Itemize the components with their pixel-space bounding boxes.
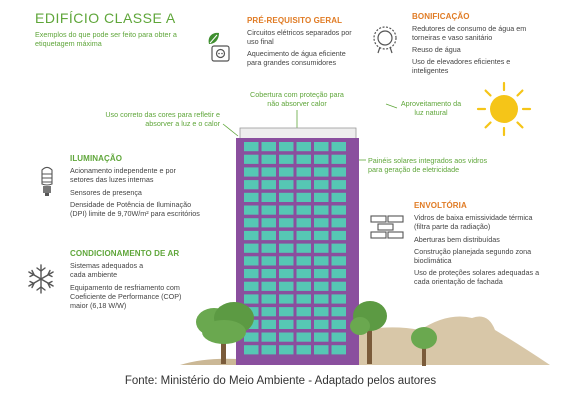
tree-icon: [184, 296, 264, 366]
building-window: [332, 193, 347, 202]
building-window: [262, 269, 277, 278]
building-window: [314, 206, 329, 215]
building-window: [314, 333, 329, 342]
building-window: [279, 218, 294, 227]
building-window: [262, 256, 277, 265]
building-window: [279, 180, 294, 189]
building-window: [314, 231, 329, 240]
ac-item-1: Sistemas adequados a cada ambiente: [70, 261, 144, 279]
building-window: [244, 282, 259, 291]
building-window: [244, 256, 259, 265]
building-window: [279, 345, 294, 354]
building-window: [314, 244, 329, 253]
building-window: [297, 218, 312, 227]
building-window: [332, 282, 347, 291]
building-window: [244, 244, 259, 253]
building-window: [279, 244, 294, 253]
building-window: [244, 167, 259, 176]
building-window: [297, 294, 312, 303]
building-window: [332, 218, 347, 227]
bonus-item-3: Uso de elevadores eficientes e inteligentes: [412, 57, 511, 75]
building-window: [297, 307, 312, 316]
source-caption: Fonte: Ministério do Meio Ambiente - Adaptado pelos autores: [124, 375, 437, 387]
building-window: [244, 155, 259, 164]
building-window: [244, 193, 259, 202]
envelope-item-4: Uso de proteções solares adequadas a cada orientação de fachada: [414, 268, 540, 286]
building-window: [279, 256, 294, 265]
building-window: [332, 269, 347, 278]
building-window: [297, 231, 312, 240]
building-window: [244, 231, 259, 240]
building-window: [332, 180, 347, 189]
building-window: [262, 180, 277, 189]
bonus-item-1: Redutores de consumo de água em torneiras e vaso sanitário: [412, 24, 527, 42]
building-window: [244, 218, 259, 227]
building-window: [332, 167, 347, 176]
building-window: [262, 218, 277, 227]
building-window: [279, 142, 294, 151]
callout-colors: Uso correto das cores para refletir e absorver a luz e o calor: [105, 110, 220, 128]
building-window: [262, 155, 277, 164]
building-window: [262, 244, 277, 253]
building-window: [244, 206, 259, 215]
building-window: [279, 282, 294, 291]
bonus-heading: BONIFICAÇÃO: [412, 12, 470, 21]
building-window: [297, 282, 312, 291]
building-window: [297, 142, 312, 151]
envelope-item-3: Construção planejada segundo zona bioclimática: [414, 247, 532, 265]
building-window: [297, 345, 312, 354]
lighting-heading: ILUMINAÇÃO: [70, 154, 123, 163]
building-window: [279, 320, 294, 329]
building-window: [297, 167, 312, 176]
building-window: [297, 193, 312, 202]
building-window: [262, 193, 277, 202]
bonus-item-2: Reuso de água: [412, 45, 461, 54]
lighting-item-3: Densidade de Potência de Iluminação (DPI) limite de 9,70W/m² para escritórios: [70, 200, 200, 218]
building-window: [279, 155, 294, 164]
envelope-item-1: Vidros de baixa emissividade térmica (filtra parte da radiação): [414, 213, 533, 231]
building-window: [279, 193, 294, 202]
lighting-item-1: Acionamento independente e por setores das luzes internas: [70, 166, 176, 184]
building-window: [244, 269, 259, 278]
building-window: [314, 269, 329, 278]
building-window: [262, 231, 277, 240]
building-window: [314, 294, 329, 303]
envelope-heading: ENVOLTÓRIA: [414, 201, 467, 210]
building-window: [314, 180, 329, 189]
building-window: [297, 256, 312, 265]
prereq-item-2: Aquecimento de água eficiente para grandes consumidores: [247, 49, 346, 67]
building-window: [279, 167, 294, 176]
building-window: [244, 180, 259, 189]
building-window: [279, 294, 294, 303]
callout-daylight: Aproveitamento da luz natural: [400, 99, 462, 117]
building-window: [314, 345, 329, 354]
building-window: [297, 244, 312, 253]
building-window: [314, 282, 329, 291]
page-subtitle: Exemplos do que pode ser feito para obter a etiquetagem máxima: [35, 30, 177, 48]
callout-solar: Painéis solares integrados aos vidros para geração de eletricidade: [368, 156, 488, 174]
building-window: [262, 282, 277, 291]
prereq-item-1: Circuitos elétricos separados por uso final: [247, 28, 352, 46]
page-title: EDIFÍCIO CLASSE A: [35, 10, 176, 26]
building-window: [314, 142, 329, 151]
building-window: [314, 155, 329, 164]
building-window: [279, 206, 294, 215]
tree-right: [340, 296, 400, 366]
building-window: [262, 206, 277, 215]
building-window: [314, 193, 329, 202]
building-window: [244, 142, 259, 151]
envelope-item-2: Aberturas bem distribuídas: [414, 235, 500, 244]
building-window: [314, 307, 329, 316]
building-window: [332, 244, 347, 253]
building-window: [332, 206, 347, 215]
building-window: [297, 206, 312, 215]
building-window: [332, 155, 347, 164]
building-window: [279, 307, 294, 316]
building-window: [297, 155, 312, 164]
building-window: [297, 320, 312, 329]
prereq-heading: PRÉ-REQUISITO GERAL: [247, 16, 343, 25]
building-window: [332, 231, 347, 240]
building-window: [262, 167, 277, 176]
building-window: [297, 269, 312, 278]
building-window: [314, 167, 329, 176]
ac-heading: CONDICIONAMENTO DE AR: [70, 249, 180, 258]
building-window: [314, 256, 329, 265]
building-window: [332, 256, 347, 265]
building-window: [279, 333, 294, 342]
building-window: [262, 142, 277, 151]
building-window: [297, 333, 312, 342]
building-window: [279, 269, 294, 278]
callout-roof: Cobertura com proteção para não absorver calor: [250, 90, 344, 108]
building-window: [314, 320, 329, 329]
building-window: [314, 218, 329, 227]
building-window: [332, 142, 347, 151]
building-window: [279, 231, 294, 240]
tree-small: [404, 322, 444, 366]
lighting-item-2: Sensores de presença: [70, 188, 142, 197]
ac-item-2: Equipamento de resfriamento com Coeficiente de Performance (COP) maior (6,18 W/W): [70, 283, 182, 310]
building-window: [297, 180, 312, 189]
